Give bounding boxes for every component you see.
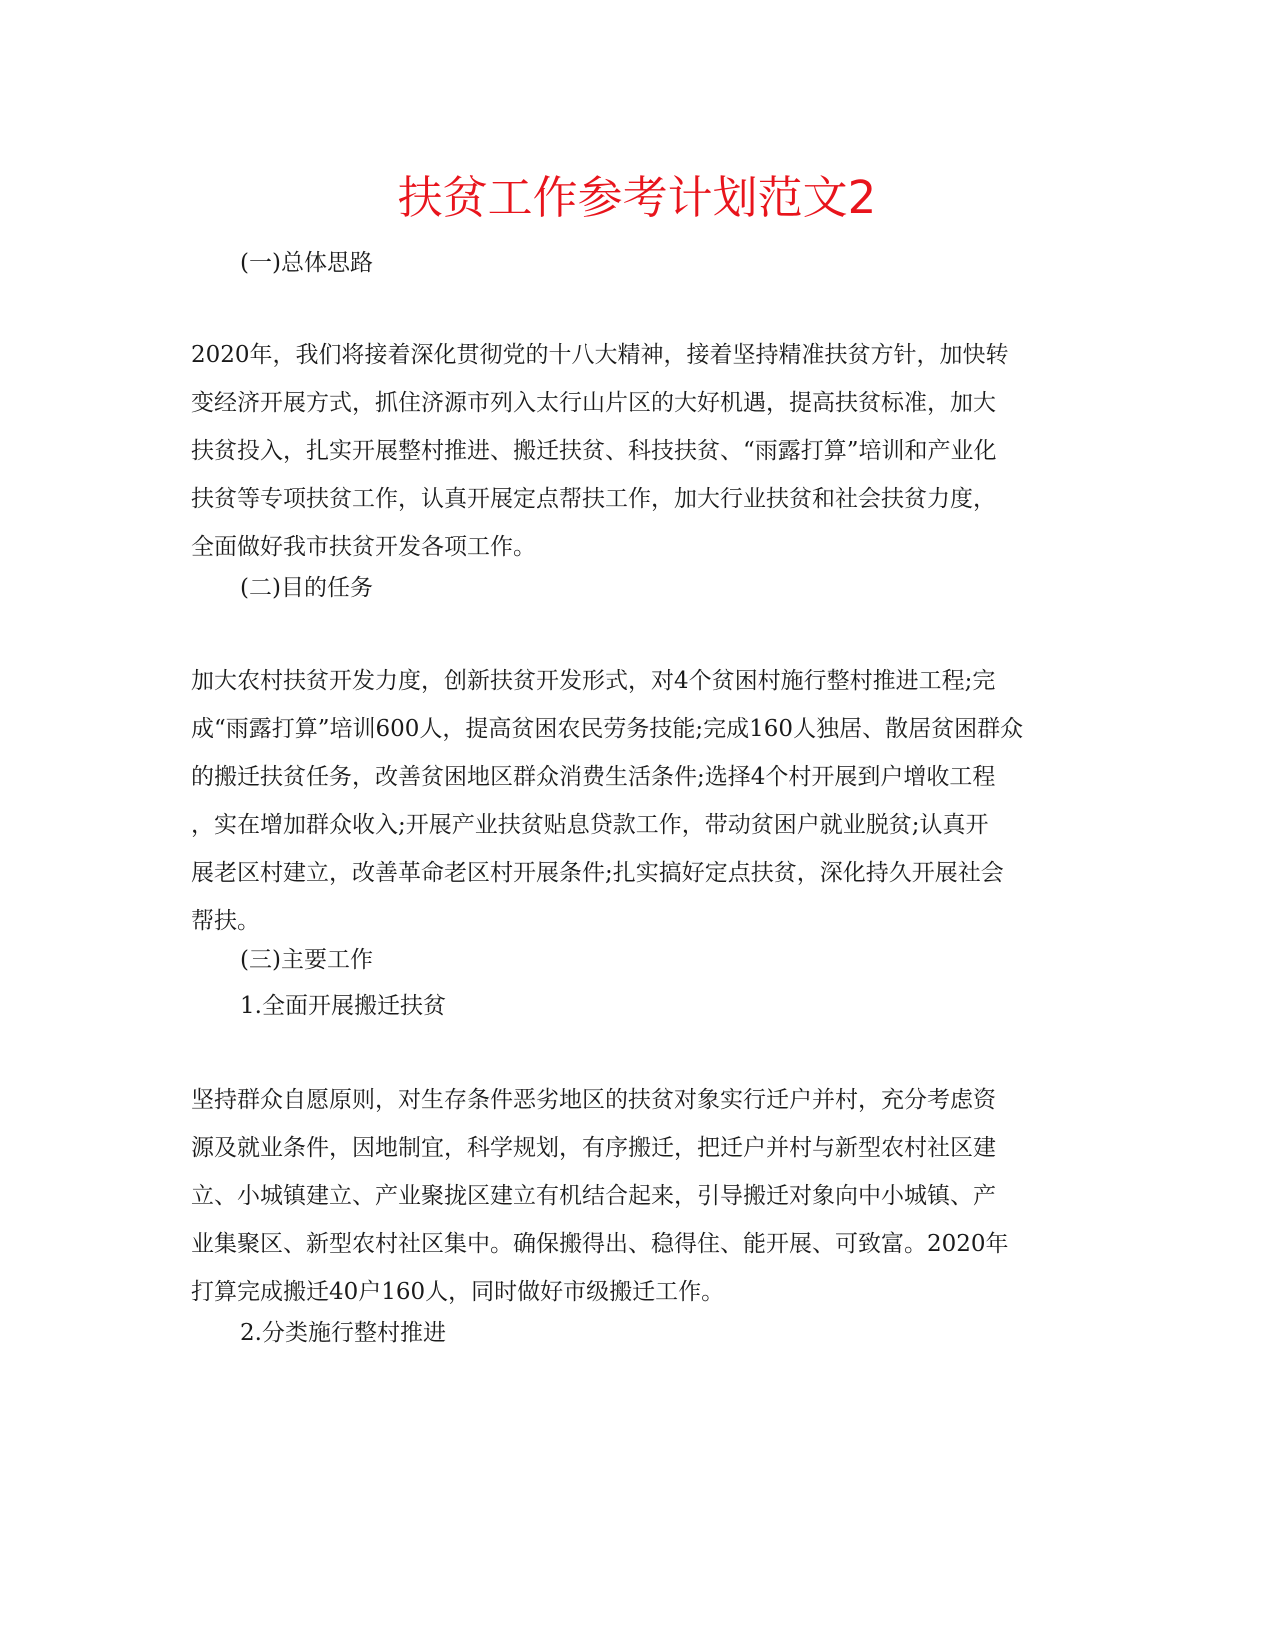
paragraph-line: 源及就业条件，因地制宜，科学规划，有序搬迁，把迁户并村与新型农村社区建 <box>191 1135 996 1161</box>
paragraph-line: 2020年，我们将接着深化贯彻党的十八大精神，接着坚持精准扶贫方针，加快转 <box>191 342 1009 368</box>
paragraph-line: 成“雨露打算”培训600人，提高贫困农民劳务技能;完成160人独居、散居贫困群众 <box>191 716 1024 742</box>
paragraph-line: 帮扶。 <box>191 908 260 934</box>
paragraph-relocation <box>191 1076 1081 1316</box>
paragraph-line: 业集聚区、新型农村社区集中。确保搬得出、稳得住、能开展、可致富。2020年 <box>191 1231 1009 1257</box>
paragraph-line: 扶贫等专项扶贫工作，认真开展定点帮扶工作，加大行业扶贫和社会扶贫力度， <box>191 486 996 512</box>
section-heading-main-work: (三)主要工作 <box>240 947 373 973</box>
paragraph-line: 变经济开展方式，抓住济源市列入太行山片区的大好机遇，提高扶贫标准，加大 <box>191 390 996 416</box>
paragraph-line: 扶贫投入，扎实开展整村推进、搬迁扶贫、科技扶贫、“雨露打算”培训和产业化 <box>191 438 997 464</box>
paragraph-line: 打算完成搬迁40户160人，同时做好市级搬迁工作。 <box>191 1279 725 1305</box>
paragraph-line: 展老区村建立，改善革命老区村开展条件;扎实搞好定点扶贫，深化持久开展社会 <box>191 860 1004 886</box>
paragraph-line: 坚持群众自愿原则，对生存条件恶劣地区的扶贫对象实行迁户并村，充分考虑资 <box>191 1087 996 1113</box>
paragraph-line: 全面做好我市扶贫开发各项工作。 <box>191 534 536 560</box>
paragraph-overall-approach <box>191 331 1081 571</box>
paragraph-line: ，实在增加群众收入;开展产业扶贫贴息贷款工作，带动贫困户就业脱贫;认真开 <box>191 812 989 838</box>
section-heading-goals-tasks: (二)目的任务 <box>240 575 373 601</box>
paragraph-line: 的搬迁扶贫任务，改善贫困地区群众消费生活条件;选择4个村开展到户增收工程 <box>191 764 996 790</box>
section-heading-overall-approach: (一)总体思路 <box>240 250 373 276</box>
subheading-village-promotion: 2.分类施行整村推进 <box>240 1320 446 1346</box>
paragraph-goals-tasks <box>191 657 1081 945</box>
document-title: 扶贫工作参考计划范文2 <box>397 171 877 224</box>
paragraph-line: 立、小城镇建立、产业聚拢区建立有机结合起来，引导搬迁对象向中小城镇、产 <box>191 1183 996 1209</box>
subheading-relocation: 1.全面开展搬迁扶贫 <box>240 993 446 1019</box>
paragraph-line: 加大农村扶贫开发力度，创新扶贫开发形式，对4个贫困村施行整村推进工程;完 <box>191 668 996 694</box>
